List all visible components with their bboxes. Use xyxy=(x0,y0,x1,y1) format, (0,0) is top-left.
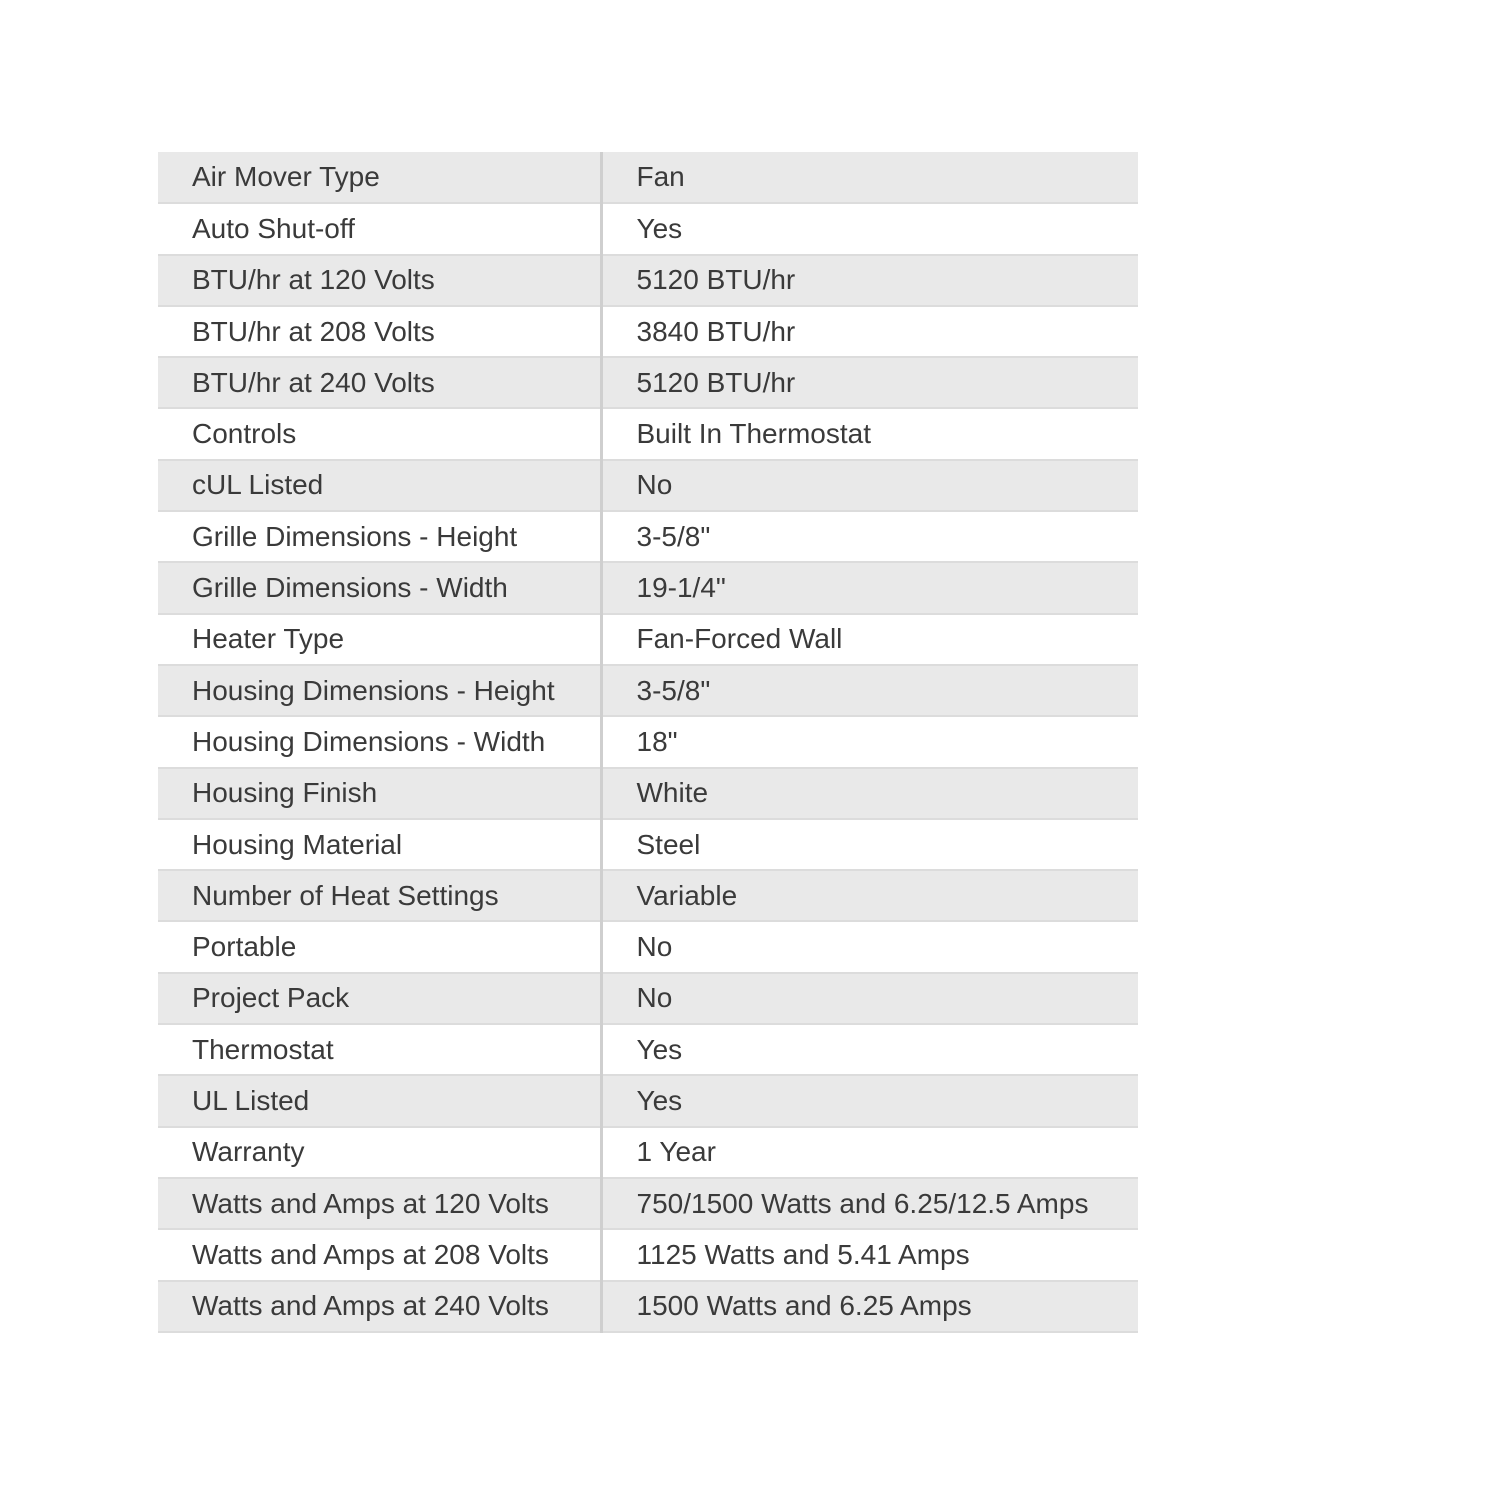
spec-row xyxy=(158,973,1138,1024)
spec-value: Yes xyxy=(601,203,1138,254)
spec-label: Housing Material xyxy=(158,819,601,870)
spec-value: 1 Year xyxy=(601,1127,1138,1178)
spec-label: Warranty xyxy=(158,1127,601,1178)
spec-row xyxy=(158,306,1138,357)
spec-value: Steel xyxy=(601,819,1138,870)
spec-row xyxy=(158,614,1138,665)
spec-label: Grille Dimensions - Width xyxy=(158,562,601,613)
spec-label: Housing Dimensions - Height xyxy=(158,665,601,716)
spec-value: Yes xyxy=(601,1075,1138,1126)
spec-value: Variable xyxy=(601,870,1138,921)
spec-row xyxy=(158,716,1138,767)
spec-row xyxy=(158,1178,1138,1229)
spec-row xyxy=(158,460,1138,511)
spec-value: 1500 Watts and 6.25 Amps xyxy=(601,1281,1138,1332)
spec-label: BTU/hr at 120 Volts xyxy=(158,255,601,306)
spec-value: No xyxy=(601,973,1138,1024)
spec-label: Number of Heat Settings xyxy=(158,870,601,921)
spec-value: 19-1/4" xyxy=(601,562,1138,613)
spec-row xyxy=(158,1024,1138,1075)
spec-row xyxy=(158,255,1138,306)
spec-label: Heater Type xyxy=(158,614,601,665)
spec-label: Portable xyxy=(158,921,601,972)
spec-row xyxy=(158,408,1138,459)
spec-value: Yes xyxy=(601,1024,1138,1075)
spec-value: 3-5/8" xyxy=(601,511,1138,562)
spec-label: UL Listed xyxy=(158,1075,601,1126)
spec-label: Thermostat xyxy=(158,1024,601,1075)
spec-row xyxy=(158,357,1138,408)
spec-value: 750/1500 Watts and 6.25/12.5 Amps xyxy=(601,1178,1138,1229)
spec-row xyxy=(158,1281,1138,1332)
spec-label: Housing Dimensions - Width xyxy=(158,716,601,767)
spec-label: Air Mover Type xyxy=(158,152,601,203)
spec-label: Watts and Amps at 208 Volts xyxy=(158,1229,601,1280)
spec-label: cUL Listed xyxy=(158,460,601,511)
spec-label: Watts and Amps at 240 Volts xyxy=(158,1281,601,1332)
spec-value: 3-5/8" xyxy=(601,665,1138,716)
spec-row xyxy=(158,1229,1138,1280)
spec-table-body xyxy=(158,152,1138,1332)
spec-value: Built In Thermostat xyxy=(601,408,1138,459)
spec-row xyxy=(158,819,1138,870)
spec-label: Auto Shut-off xyxy=(158,203,601,254)
spec-value: 3840 BTU/hr xyxy=(601,306,1138,357)
spec-value: Fan-Forced Wall xyxy=(601,614,1138,665)
spec-row xyxy=(158,1075,1138,1126)
spec-value: 1125 Watts and 5.41 Amps xyxy=(601,1229,1138,1280)
spec-label: Watts and Amps at 120 Volts xyxy=(158,1178,601,1229)
spec-row xyxy=(158,768,1138,819)
spec-label: Controls xyxy=(158,408,601,459)
spec-row xyxy=(158,1127,1138,1178)
spec-label: Grille Dimensions - Height xyxy=(158,511,601,562)
spec-value: Fan xyxy=(601,152,1138,203)
spec-label: Project Pack xyxy=(158,973,601,1024)
spec-label: BTU/hr at 240 Volts xyxy=(158,357,601,408)
spec-row xyxy=(158,562,1138,613)
spec-table xyxy=(158,152,1138,1333)
spec-row xyxy=(158,870,1138,921)
spec-value: White xyxy=(601,768,1138,819)
spec-row xyxy=(158,921,1138,972)
spec-row xyxy=(158,152,1138,203)
spec-value: 5120 BTU/hr xyxy=(601,357,1138,408)
spec-label: BTU/hr at 208 Volts xyxy=(158,306,601,357)
spec-label: Housing Finish xyxy=(158,768,601,819)
spec-value: 5120 BTU/hr xyxy=(601,255,1138,306)
spec-value: No xyxy=(601,921,1138,972)
spec-row xyxy=(158,511,1138,562)
spec-row xyxy=(158,665,1138,716)
spec-value: 18" xyxy=(601,716,1138,767)
spec-row xyxy=(158,203,1138,254)
spec-value: No xyxy=(601,460,1138,511)
